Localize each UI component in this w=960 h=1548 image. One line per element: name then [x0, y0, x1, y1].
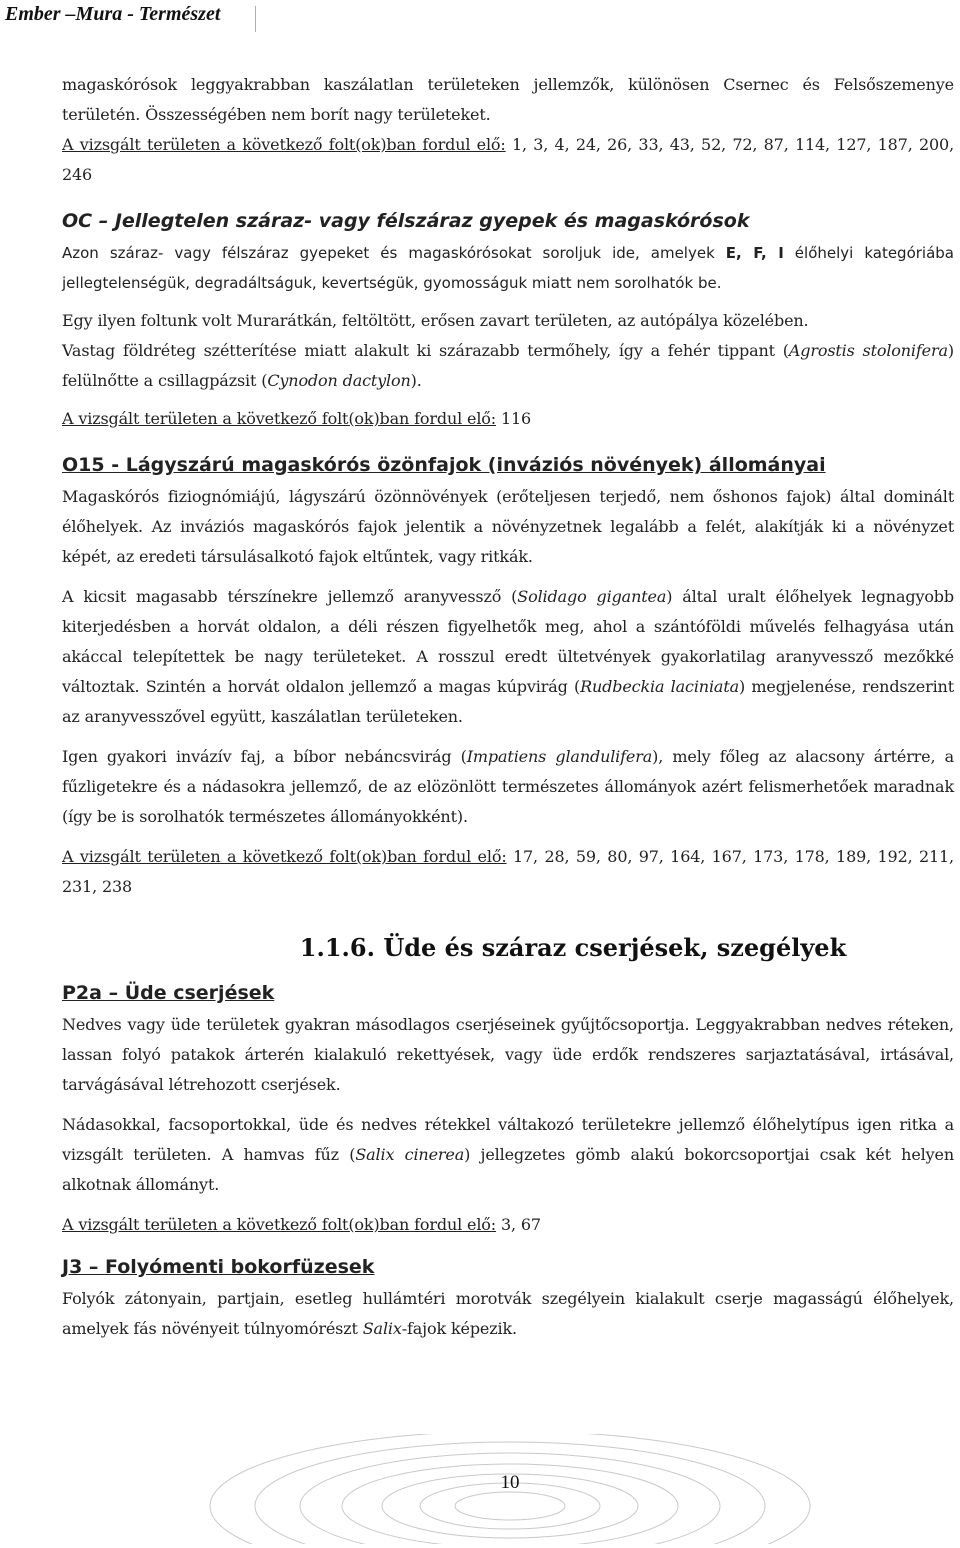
- occurrence-label: A vizsgált területen a következő folt(ok)ban fordul elő:: [62, 1215, 497, 1234]
- occurrence-line: [62, 404, 954, 434]
- species-name: Salix: [362, 1319, 402, 1338]
- section-heading: 1.1.6. Üde és száraz cserjések, szegélyek: [299, 933, 847, 962]
- occurrence-value: 3, 67: [496, 1215, 541, 1234]
- header-title: Ember –Mura - Természet: [5, 3, 221, 25]
- paragraph: A kicsit magasabb térszínekre jellemző aranyvessző (Solidago gigantea) által uralt élőhelyek legnagyobb kiterjedésben a horvát oldalon, a déli részen figyelhetők meg, ahol a szántóföldi művelés felhagyása után akáccal telepítettek be nagy területeket. A rosszul eredt ültetvények gyakorlatilag aranyvessző mezőkké változtak. Szintén a horvát oldalon jellemző a magas kúpvirág (Rudbeckia laciniata) megjelenése, rendszerint az aranyvesszővel együtt, kaszálatlan területeken.: [62, 587, 954, 726]
- page-number: 10: [500, 1472, 520, 1493]
- species-name: Cynodon dactylon: [267, 371, 411, 390]
- heading-oc: OC – Jellegtelen száraz- vagy félszáraz gyepek és magaskórósok: [62, 210, 750, 232]
- occurrence-label: A vizsgált területen a következő folt(ok)ban fordul elő:: [62, 847, 507, 866]
- paragraph: Nádasokkal, facsoportokkal, üde és nedves rétekkel váltakozó területekre jellemző élőhelytípus igen ritka a vizsgált területen. A hamvas fűz (Salix cinerea) jellegzetes gömb alakú bokorcsoportjai csak két helyen alkotnak állományt.: [62, 1115, 954, 1194]
- heading-p2a: P2a – Üde cserjések: [62, 982, 275, 1004]
- paragraph: Nedves vagy üde területek gyakran másodlagos cserjéseinek gyűjtőcsoportja. Leggyakrabban nedves réteken, lassan folyó patakok árterén kialakuló rekettyések, vagy üde erdők rendszeres sarjaztatásával, irtásával, tarvágásával létrehozott cserjések.: [62, 1015, 954, 1094]
- paragraph: Folyók zátonyain, partjain, esetleg hullámtéri morotvák szegélyein kialakult cserje magasságú élőhelyek, amelyek fás növényeit túlnyomórészt Salix-fajok képezik.: [62, 1289, 954, 1338]
- species-name: Rudbeckia laciniata: [580, 677, 739, 696]
- occurrence-line: [62, 130, 954, 190]
- paragraph: Vastag földréteg szétterítése miatt alakult ki szárazabb termőhely, így a fehér tippant (Agrostis stolonifera) felülnőtte a csillagpázsit (Cynodon dactylon).: [62, 341, 954, 390]
- footer-rings-decoration: [0, 1434, 960, 1544]
- page-header: [0, 0, 960, 40]
- occurrence-line: [62, 1210, 954, 1240]
- paragraph: magaskórósok leggyakrabban kaszálatlan területeken jellemzők, különösen Csernec és Felsőszemenye területén. Összességében nem borít nagy területeket.: [62, 75, 954, 124]
- species-name: Salix cinerea: [355, 1145, 465, 1164]
- species-name: Agrostis stolonifera: [788, 341, 948, 360]
- occurrence-value: 17, 28, 59, 80, 97, 164, 167, 173, 178, 189, 192, 211, 231, 238: [62, 847, 954, 896]
- occurrence-value: 1, 3, 4, 24, 26, 33, 43, 52, 72, 87, 114, 127, 187, 200, 246: [62, 135, 954, 184]
- page-footer: [0, 1434, 960, 1544]
- species-name: Solidago gigantea: [517, 587, 667, 606]
- occurrence-line: [62, 842, 954, 902]
- header-separator: [255, 6, 256, 32]
- species-name: Impatiens glandulifera: [466, 747, 653, 766]
- paragraph: Magaskórós fiziognómiájú, lágyszárú özönnövények (erőteljesen terjedő, nem őshonos fajok) által dominált élőhelyek. Az inváziós magaskórós fajok jelentik a növényzetnek legalább a felét, alakítják ki a növényzet képét, az eredeti társulásalkotó fajok eltűntek, vagy ritkák.: [62, 487, 954, 566]
- paragraph: Egy ilyen foltunk volt Murarátkán, feltöltött, erősen zavart területen, az autópálya közelében.: [62, 311, 809, 330]
- heading-j3: J3 – Folyómenti bokorfüzesek: [62, 1256, 375, 1278]
- heading-o15: O15 - Lágyszárú magaskórós özönfajok (inváziós növények) állományai: [62, 454, 826, 476]
- paragraph: Azon száraz- vagy félszáraz gyepeket és magaskórósokat soroljuk ide, amelyek E, F, I élőhelyi kategóriába jellegtelenségük, degradáltságuk, kevertségük, gyomosságuk miatt nem sorolhatók be.: [62, 244, 954, 292]
- document-body: [62, 70, 954, 1344]
- paragraph: Igen gyakori invázív faj, a bíbor nebáncsvirág (Impatiens glandulifera), mely főleg az alacsony ártérre, a fűzligetekre és a nádasokra jellemző, de az elözönlött természetes állományok azért felismerhetőek maradnak (így be is sorolhatók természetes állományokként).: [62, 747, 955, 826]
- occurrence-label: A vizsgált területen a következő folt(ok)ban fordul elő:: [62, 409, 497, 428]
- occurrence-label: A vizsgált területen a következő folt(ok)ban fordul elő:: [62, 135, 506, 154]
- occurrence-value: 116: [496, 409, 532, 428]
- bold-text: E, F, I: [725, 244, 784, 262]
